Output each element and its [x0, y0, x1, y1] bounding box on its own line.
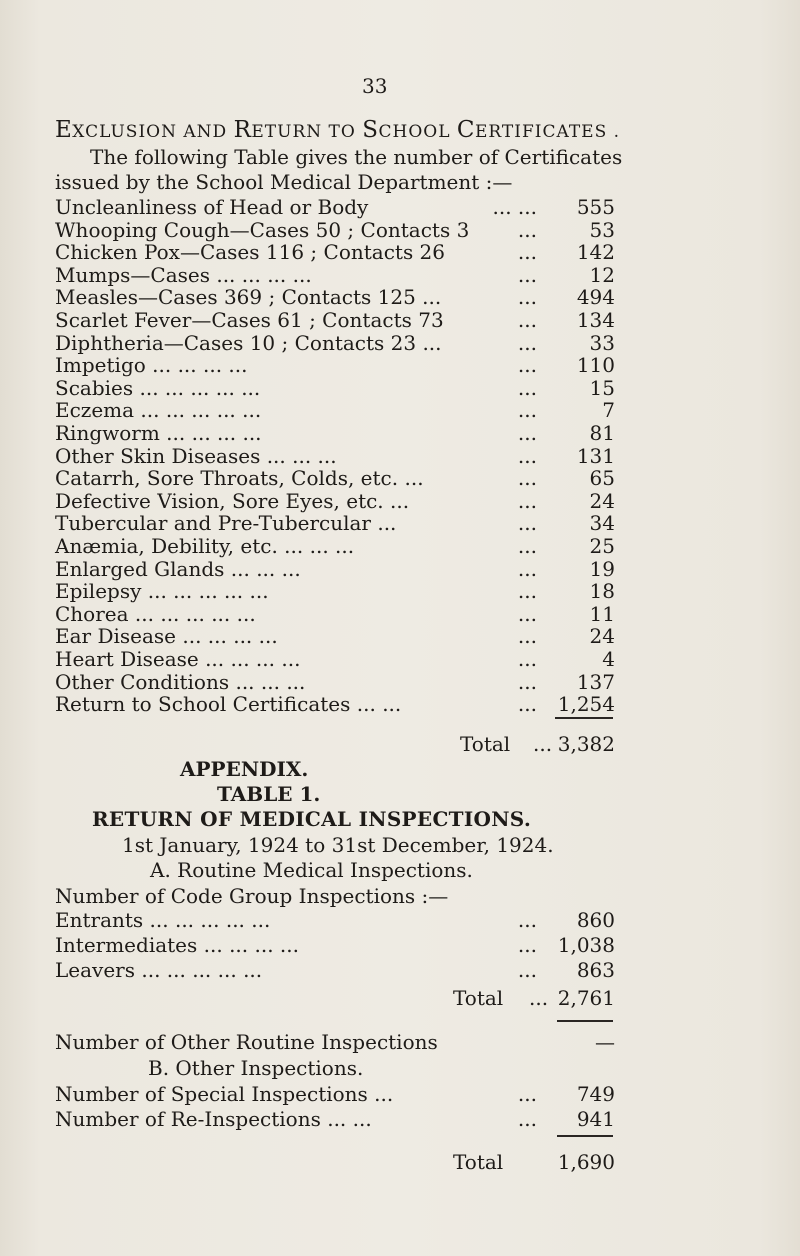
- row-label: Ringworm ... ... ... ...: [55, 421, 262, 445]
- row-leader-dots: ...: [517, 330, 537, 355]
- row-value: 749: [576, 1082, 615, 1106]
- row-leader-dots: ...: [517, 601, 537, 626]
- code-total-value: 2,761: [557, 986, 615, 1010]
- row-value: 33: [589, 330, 615, 355]
- row-value: 4: [602, 647, 615, 671]
- row-label: Entrants ... ... ... ... ...: [55, 908, 271, 932]
- table-row: [55, 353, 615, 377]
- row-leader-dots: ...: [517, 488, 537, 513]
- total-dots: ...: [533, 732, 553, 756]
- row-label: Other Conditions ... ... ...: [55, 669, 306, 694]
- final-total-row: [55, 1150, 615, 1174]
- heading-part: R: [233, 117, 252, 143]
- row-leader-dots: ...: [517, 308, 537, 332]
- table-row: [55, 511, 615, 535]
- row-label: Return to School Certificates ... ...: [55, 692, 402, 717]
- table-row: [55, 958, 615, 982]
- row-value: 24: [589, 488, 615, 513]
- page-number: 33: [362, 74, 388, 98]
- row-value: 81: [589, 421, 615, 445]
- row-label: Scarlet Fever—Cases 61 ; Contacts 73: [55, 308, 444, 332]
- table-row: [55, 557, 615, 581]
- table-row: [55, 331, 615, 355]
- row-leader-dots: ...: [517, 398, 537, 423]
- other-routine-value: —: [595, 1030, 615, 1054]
- inspections-heading: RETURN OF MEDICAL INSPECTIONS.: [92, 807, 532, 831]
- row-leader-dots: ...: [517, 375, 537, 400]
- table-row: [55, 421, 615, 445]
- row-label: Other Skin Diseases ... ... ...: [55, 443, 337, 468]
- row-value: 110: [576, 353, 615, 378]
- heading-part: CHOOL: [378, 122, 457, 142]
- row-value: 24: [589, 624, 615, 649]
- row-value: 131: [576, 443, 615, 468]
- row-label: Ear Disease ... ... ... ...: [55, 624, 278, 649]
- row-leader-dots: ...: [517, 466, 537, 491]
- row-value: 11: [589, 601, 615, 626]
- code-total-underline: [557, 1020, 613, 1022]
- table-row: [55, 602, 615, 626]
- table-row: [55, 195, 615, 219]
- table-row: [55, 376, 615, 400]
- heading-part: ETURN TO: [251, 122, 363, 142]
- row-leader-dots: ...: [517, 285, 537, 310]
- code-group-label: Number of Code Group Inspections :—: [55, 884, 449, 908]
- other-routine-row: [55, 1030, 615, 1054]
- row-leader-dots: ...: [517, 353, 537, 378]
- exclusion-heading: [55, 118, 620, 144]
- heading-part: ERTIFICATES .: [475, 122, 621, 142]
- table-row: [55, 647, 615, 671]
- table-row: [55, 398, 615, 422]
- row-leader-dots: ... ...: [492, 195, 537, 219]
- table-row: [55, 1107, 615, 1131]
- row-value: 12: [589, 262, 615, 287]
- row-label: Intermediates ... ... ... ...: [55, 933, 299, 957]
- row-leader-dots: ...: [517, 534, 537, 558]
- row-leader-dots: ...: [517, 624, 537, 649]
- row-label: Measles—Cases 369 ; Contacts 125 ...: [55, 285, 442, 310]
- row-leader-dots: ...: [517, 421, 537, 445]
- table-row: [55, 218, 615, 242]
- row-value: 18: [589, 579, 615, 604]
- row-leader-dots: ...: [517, 958, 537, 982]
- row-label: Uncleanliness of Head or Body: [55, 195, 369, 219]
- row-label: Catarrh, Sore Throats, Colds, etc. ...: [55, 466, 424, 491]
- table-row: [55, 670, 615, 694]
- heading-part: XCLUSION AND: [72, 122, 234, 142]
- row-label: Chorea ... ... ... ... ...: [55, 601, 256, 626]
- table-row: [55, 933, 615, 957]
- row-leader-dots: ...: [517, 1082, 537, 1106]
- row-leader-dots: ...: [517, 443, 537, 468]
- row-value: 25: [589, 534, 615, 558]
- row-value: 941: [576, 1107, 615, 1131]
- row-label: Heart Disease ... ... ... ...: [55, 647, 301, 671]
- row-value: 142: [576, 240, 615, 265]
- heading-part: E: [55, 117, 73, 143]
- row-leader-dots: ...: [517, 1107, 537, 1131]
- row-value: 65: [589, 466, 615, 491]
- row-value: 863: [576, 958, 615, 982]
- section-b-title: B. Other Inspections.: [148, 1056, 364, 1080]
- row-leader-dots: ...: [517, 933, 537, 957]
- row-label: Scabies ... ... ... ... ...: [55, 375, 261, 400]
- heading-part: C: [456, 117, 476, 143]
- table-row: [55, 1082, 615, 1106]
- row-label: Eczema ... ... ... ... ...: [55, 398, 262, 423]
- row-value: 494: [576, 285, 615, 310]
- row-label: Whooping Cough—Cases 50 ; Contacts 3: [55, 217, 470, 242]
- row-value: 137: [576, 669, 615, 694]
- final-total-rule: [557, 1135, 613, 1137]
- row-value: 555: [576, 195, 615, 219]
- code-total-row: [55, 986, 615, 1010]
- table-row: [55, 534, 615, 558]
- row-label: Number of Re-Inspections ... ...: [55, 1107, 372, 1131]
- row-label: Chicken Pox—Cases 116 ; Contacts 26: [55, 240, 446, 265]
- table-row: [55, 692, 615, 716]
- table-row: [55, 489, 615, 513]
- code-total-dots: ...: [529, 986, 549, 1010]
- row-value: 34: [589, 511, 615, 536]
- table-row: [55, 908, 615, 932]
- table-row: [55, 444, 615, 468]
- row-label: Diphtheria—Cases 10 ; Contacts 23 ...: [55, 330, 442, 355]
- table-row: [55, 240, 615, 264]
- table-row: [55, 624, 615, 648]
- final-total-value: 1,690: [557, 1150, 615, 1174]
- total-label: Total: [460, 732, 511, 756]
- section-a-title: A. Routine Medical Inspections.: [150, 858, 473, 882]
- table-title: TABLE 1.: [217, 782, 321, 806]
- appendix-title: APPENDIX.: [180, 757, 309, 781]
- intro-line-1: The following Table gives the number of Certificates: [90, 145, 623, 169]
- row-leader-dots: ...: [517, 240, 537, 265]
- row-value: 860: [576, 908, 615, 932]
- intro-line-2: issued by the School Medical Department :—: [55, 170, 513, 194]
- row-leader-dots: ...: [517, 579, 537, 604]
- row-label: Number of Special Inspections ...: [55, 1082, 394, 1106]
- row-label: Tubercular and Pre-Tubercular ...: [55, 511, 397, 536]
- row-leader-dots: ...: [517, 511, 537, 536]
- table-row: [55, 263, 615, 287]
- total-rule: [555, 717, 613, 719]
- row-label: Epilepsy ... ... ... ... ...: [55, 579, 269, 604]
- row-label: Defective Vision, Sore Eyes, etc. ...: [55, 488, 410, 513]
- other-routine-label: Number of Other Routine Inspections: [55, 1030, 438, 1054]
- row-value: 53: [589, 217, 615, 242]
- row-value: 7: [602, 398, 615, 423]
- total-value: 3,382: [557, 732, 615, 756]
- table-row: [55, 579, 615, 603]
- period-line: 1st January, 1924 to 31st December, 1924.: [122, 833, 554, 857]
- table-row: [55, 285, 615, 309]
- final-total-label: Total: [453, 1150, 504, 1174]
- row-label: Impetigo ... ... ... ...: [55, 353, 248, 378]
- row-label: Mumps—Cases ... ... ... ...: [55, 262, 312, 287]
- row-leader-dots: ...: [517, 669, 537, 694]
- row-leader-dots: ...: [517, 908, 537, 932]
- row-value: 134: [576, 308, 615, 332]
- exclusion-total-row: [55, 732, 615, 756]
- table-row: [55, 308, 615, 332]
- table-row: [55, 466, 615, 490]
- code-total-label: Total: [453, 986, 504, 1010]
- row-leader-dots: ...: [517, 262, 537, 287]
- row-label: Enlarged Glands ... ... ...: [55, 556, 301, 581]
- row-leader-dots: ...: [517, 217, 537, 242]
- row-leader-dots: ...: [517, 692, 537, 717]
- row-leader-dots: ...: [517, 647, 537, 671]
- row-leader-dots: ...: [517, 556, 537, 581]
- heading-part: S: [362, 117, 379, 143]
- row-label: Anæmia, Debility, etc. ... ... ...: [55, 534, 355, 558]
- row-label: Leavers ... ... ... ... ...: [55, 958, 263, 982]
- row-value: 1,038: [557, 933, 615, 957]
- row-value: 19: [589, 556, 615, 581]
- row-value: 1,254: [557, 692, 615, 717]
- row-value: 15: [589, 375, 615, 400]
